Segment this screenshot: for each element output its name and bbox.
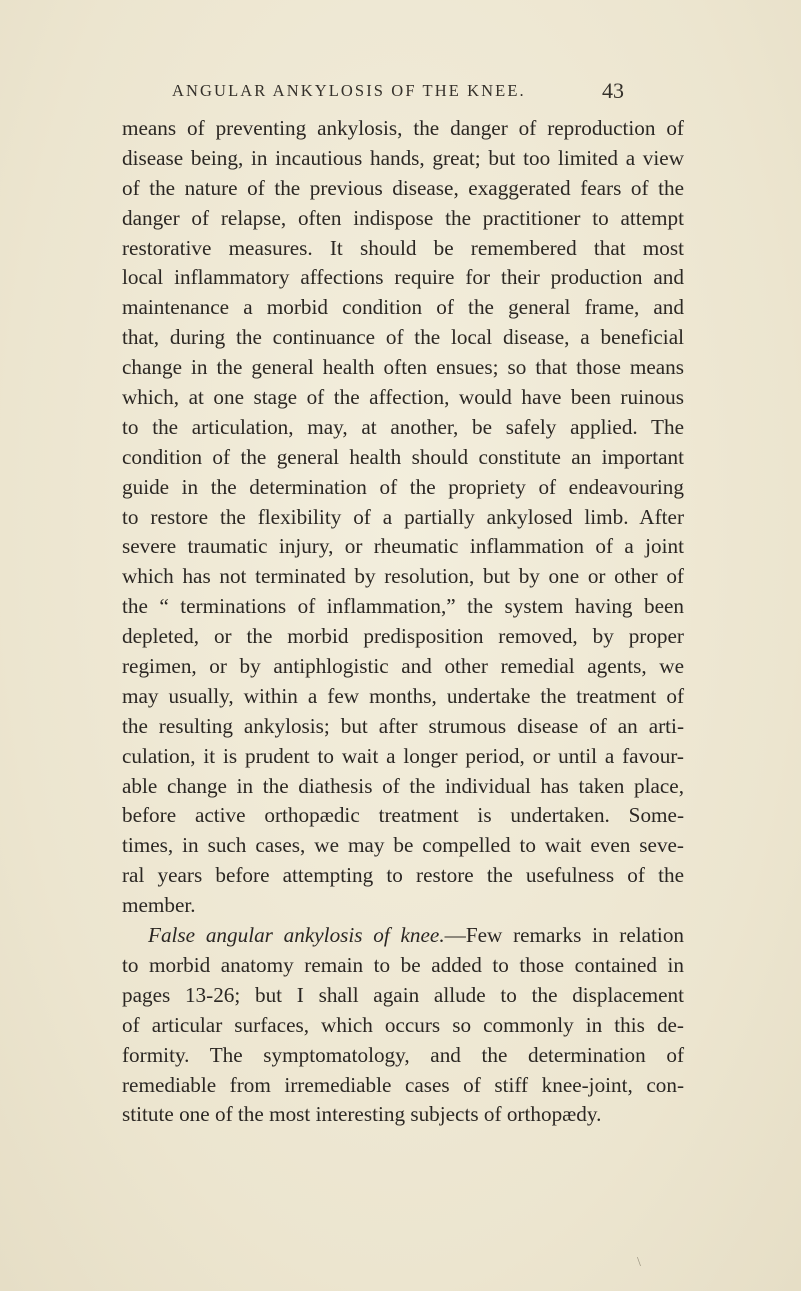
- running-head-title: ANGULAR ANKYLOSIS OF THE KNEE.: [172, 81, 526, 100]
- text-line: change in the general health often ensues; so that those means: [122, 355, 684, 380]
- text-line: which, at one stage of the affection, would have been ruinous: [122, 385, 684, 410]
- text-line: to morbid anatomy remain to be added to those contained in: [122, 952, 684, 977]
- text-line: depleted, or the morbid predisposition removed, by proper: [122, 624, 684, 649]
- text-line: guide in the determination of the propriety of endeavouring: [122, 474, 684, 499]
- margin-mark: \: [637, 1255, 641, 1270]
- paragraph-heading: False angular ankylosis of knee.: [148, 923, 445, 948]
- text-line: disease being, in incautious hands, great; but too limited a view: [122, 145, 684, 170]
- text-line: to the articulation, may, at another, be safely applied. The: [122, 414, 684, 439]
- text-line: stitute one of the most interesting subjects of orthopædy.: [122, 1102, 602, 1127]
- text-line: regimen, or by antiphlogistic and other remedial agents, we: [122, 654, 684, 679]
- paragraph-2: [122, 921, 684, 1130]
- text-line: the “ terminations of inflammation,” the system having been: [122, 594, 684, 619]
- text-line: times, in such cases, we may be compelled to wait even seve-: [122, 833, 684, 858]
- text-line: ral years before attempting to restore the usefulness of the: [122, 863, 684, 888]
- text-line: member.: [122, 893, 196, 918]
- text-line: condition of the general health should constitute an important: [122, 444, 684, 469]
- text-line: that, during the continuance of the local disease, a beneficial: [122, 325, 684, 350]
- text-line: of articular surfaces, which occurs so commonly in this de-: [122, 1012, 684, 1037]
- text-line: formity. The symptomatology, and the determination of: [122, 1042, 684, 1067]
- text-line: restorative measures. It should be remembered that most: [122, 235, 684, 260]
- text-line: maintenance a morbid condition of the general frame, and: [122, 295, 684, 320]
- text-line: before active orthopædic treatment is undertaken. Some-: [122, 803, 684, 828]
- paragraph-1: [122, 114, 684, 921]
- body-text: [122, 114, 684, 1130]
- text-line: to restore the flexibility of a partially ankylosed limb. After: [122, 504, 684, 529]
- page-number: 43: [602, 78, 624, 103]
- text-line: means of preventing ankylosis, the danger of reproduction of: [122, 116, 684, 140]
- text-line: the resulting ankylosis; but after strumous disease of an arti-: [122, 713, 684, 738]
- text-line: local inflammatory affections require for their production and: [122, 265, 684, 290]
- text-line: able change in the diathesis of the individual has taken place,: [122, 773, 684, 798]
- text-line: danger of relapse, often indispose the practitioner to attempt: [122, 205, 684, 230]
- paragraph-heading-line: [122, 921, 684, 951]
- text-line: may usually, within a few months, undertake the treatment of: [122, 683, 684, 708]
- text-line: of the nature of the previous disease, exaggerated fears of the: [122, 175, 684, 200]
- text-line: pages 13-26; but I shall again allude to the displacement: [122, 982, 684, 1007]
- running-head: [0, 78, 801, 111]
- text-line: severe traumatic injury, or rheumatic inflammation of a joint: [122, 534, 684, 559]
- text-fragment: —Few remarks in relation: [444, 923, 685, 948]
- text-line: which has not terminated by resolution, but by one or other of: [122, 564, 684, 589]
- text-line: remediable from irremediable cases of stiff knee-joint, con-: [122, 1072, 684, 1097]
- text-line: culation, it is prudent to wait a longer period, or until a favour-: [122, 743, 684, 768]
